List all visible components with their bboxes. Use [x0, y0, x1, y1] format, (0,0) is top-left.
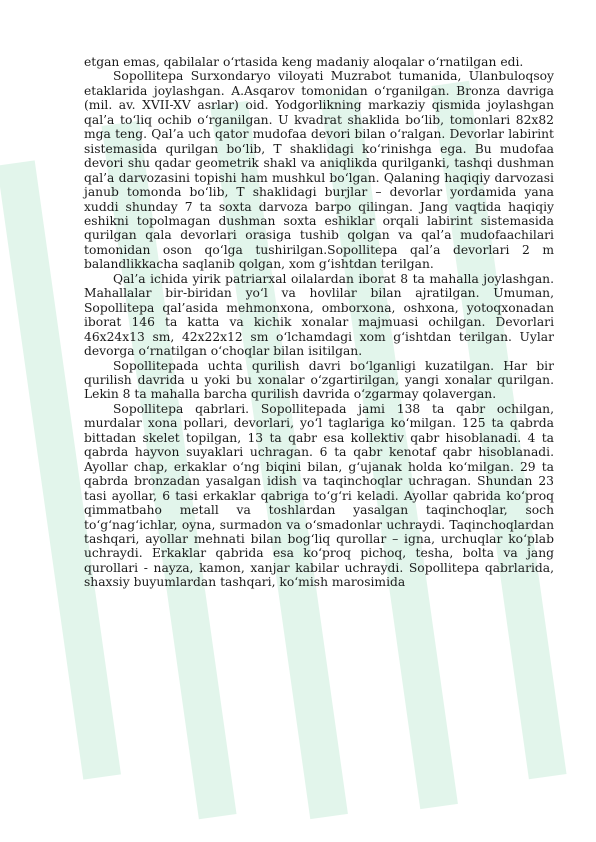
- body-text: [84, 55, 554, 590]
- paragraph: Sopollitepa qabrlari. Sopollitepada jami 138 ta qabr ochilgan, murdalar xona pollari, devorlari, yo‘l taglariga ko‘milgan. 125 ta qabrda bittadan skelet topilgan, 13 ta qabr esa kollektiv qabr hisoblanadi. 4 ta qabrda hayvon suyaklari uchragan. 6 ta qabr kenotaf qabr hisoblanadi. Ayollar chap, erkaklar o‘ng biqini bilan, g‘ujanak holda ko‘milgan. 29 ta qabrda bronzadan yasalgan idish va taqinchoqlar uchragan. Shundan 23 tasi ayollar, 6 tasi erkaklar qabriga to‘g‘ri keladi. Ayollar qabrida ko‘proq qimmatbaho metall va toshlardan yasalgan taqinchoqlar, soch to‘g‘nag‘ichlar, oyna, surmadon va o‘smadonlar uchraydi. Taqinchoqlardan tashqari, ayollar mehnati bilan bog‘liq qurollar – igna, urchuqlar ko‘plab uchraydi. Erkaklar qabrida esa ko‘proq pichoq, tesha, bolta va jang qurollari - nayza, kamon, xanjar kabilar uchraydi. Sopollitepa qabrlarida, shaxsiy buyumlardan tashqari, ko‘mish marosimida: [84, 401, 554, 590]
- paragraph: Qal’a ichida yirik patriarxal oilalardan iborat 8 ta mahalla joylashgan. Mahallalar bir-biridan yo‘l va hovlilar bilan ajratilgan. Umuman, Sopollitepa qal’asida mehmonxona, omborxona, oshxona, yotoqxonadan iborat 146 ta katta va kichik xonalar majmuasi ochilgan. Devorlari 46x24x13 sm, 42x22x12 sm o‘lchamdagi xom g‘ishtdan terilgan. Uylar devorga o‘rnatilgan o‘choqlar bilan isitilgan.: [84, 271, 554, 359]
- paragraph: Sopollitepada uchta qurilish davri bo‘lganligi kuzatilgan. Har bir qurilish davrida u yoki bu xonalar o‘zgartirilgan, yangi xonalar qurilgan. Lekin 8 ta mahalla barcha qurilish davrida o‘zgarmay qolavergan.: [84, 358, 554, 402]
- paragraph: Sopollitepa Surxondaryo viloyati Muzrabot tumanida, Ulanbuloqsoy etaklarida joylashgan. A.Asqarov tomonidan o‘rganilgan. Bronza davriga (mil. av. XVII-XV asrlar) oid. Yodgorlikning markaziy qismida joylashgan qal’a to‘liq ochib o‘rganilgan. U kvadrat shaklida bo‘lib, tomonlari 82x82 mga teng. Qal’a uch qator mudofaa devori bilan o‘ralgan. Devorlar labirint sistemasida qurilgan bo‘lib, T shaklidagi ko‘rinishga ega. Bu mudofaa devori shu qadar geometrik shakl va aniqlikda qurilganki, tashqi dushman qal’a darvozasini topishi ham mushkul bo‘lgan. Qalaning haqiqiy darvozasi janub tomonda bo‘lib, T shaklidagi burjlar – devorlar yordamida yana xuddi shunday 7 ta soxta darvoza barpo qilingan. Jang vaqtida haqiqiy eshikni topolmagan dushman soxta eshiklar orqali labirint sistemasida qurilgan qala devorlari orasiga tushib qolgan va qal’a mudofaachilari tomonidan oson qo‘lga tushirilgan.Sopollitepa qal’a devorlari 2 m balandlikkacha saqlanib qolgan, xom g‘ishtdan terilgan.: [84, 69, 554, 272]
- paragraph: etgan emas, qabilalar o‘rtasida keng madaniy aloqalar o‘rnatilgan edi.: [84, 55, 524, 69]
